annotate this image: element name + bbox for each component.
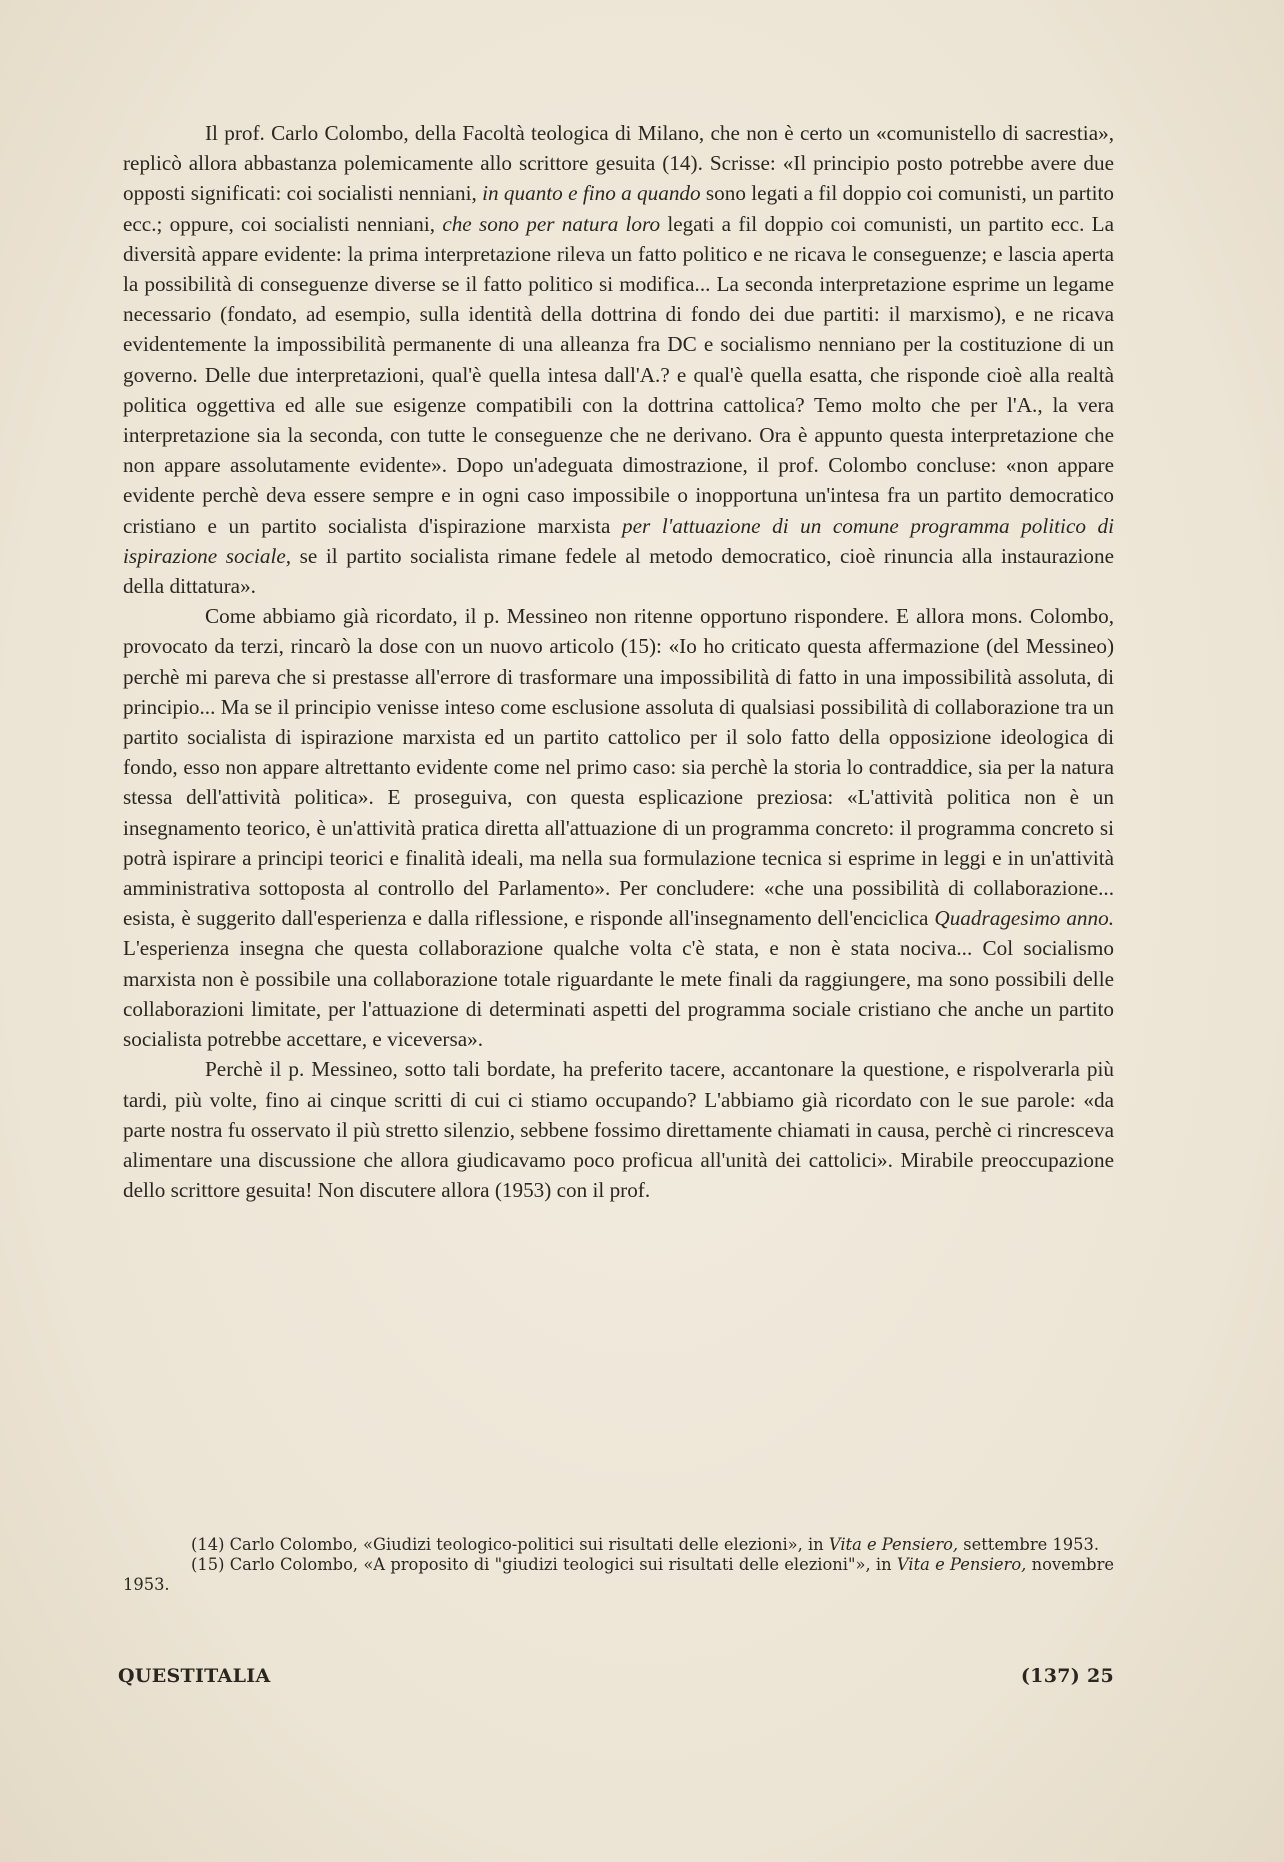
paragraph-1 — [123, 118, 1114, 601]
text-run: Come abbiamo già ricordato, il p. Messineo non ritenne opportuno rispondere. E allora mons. Colombo, provocato da terzi, rincarò la dose con un nuovo articolo (15): «Io ho criticato questa affermazione (del Messineo) perchè mi pareva che si prestasse all'errore di trasformare una impossibilità di fatto in una impossibilità assoluta, di principio... Ma se il principio venisse inteso come esclusione assoluta di qualsiasi possibilità di collaborazione tra un partito socialista di ispirazione marxista ed un partito cattolico per il solo fatto della opposizione ideologica di fondo, esso non appare altrettanto evidente come nel primo caso: sia perchè la storia lo contraddice, sia per la natura stessa dell'attività politica». E proseguiva, con questa esplicazione preziosa: «L'attività politica non è un insegnamento teorico, è un'attività pratica diretta all'attuazione di un programma concreto: il programma concreto si potrà ispirare a principi teorici e finalità ideali, ma nella sua formulazione tecnica si esprime in leggi e in un'attività amministrativa sottoposta al controllo del Parlamento». Per concludere: «che una possibilità di collaborazione... esista, è suggerito dall'esperienza e dalla riflessione, e risponde all'insegnamento dell'enciclica — [123, 604, 1114, 931]
italic-run: che sono per natura loro — [442, 211, 661, 236]
italic-run: in quanto e fino a quando — [482, 181, 701, 206]
text-run: sono legati a fil doppio coi comunisti, un partito ecc.; oppure, coi socialisti nenniani, — [123, 181, 1114, 236]
text-run: settembre 1953. — [958, 1535, 1100, 1554]
footnote-15 — [123, 1555, 1114, 1595]
body-text — [123, 118, 1114, 1205]
text-run: legati a fil doppio coi comunisti, un partito ecc. La diversità appare evidente: la prima interpretazione rileva un fatto politico e ne ricava le conseguenze; e lascia aperta la possibilità di conseguenze diverse se il fatto politico si modifica... La seconda interpretazione esprime un legame necessario (fondato, ad esempio, sulla identità della dottrina di fondo dei due partiti: il marxismo), e ne ricava evidentemente la impossibilità permanente di una alleanza fra DC e socialismo nenniano per la costituzione di un governo. Delle due interpretazioni, qual'è quella intesa dall'A.? e qual'è quella esatta, che risponde cioè alla realtà politica oggettiva ed alle sue esigenze compatibili con la dottrina cattolica? Temo molto che per l'A., la vera interpretazione sia la seconda, con tutte le conseguenze che ne derivano. Ora è appunto questa interpretazione che non appare assolutamente evidente». Dopo un'adeguata dimostrazione, il prof. Colombo concluse: «non appare evidente perchè deva essere sempre e in ogni caso impossibile o inopportuna un'intesa fra un partito democratico cristiano e un partito socialista d'ispirazione marxista — [123, 211, 1114, 538]
text-run: L'esperienza insegna che questa collaborazione qualche volta c'è stata, e non è stata nociva... Col socialismo marxista non è possibile una collaborazione totale riguardante le mete finali da raggiungere, ma sono possibili delle collaborazioni limitate, per l'attuazione di determinati aspetti del programma sociale cristiano che anche un partito socialista potrebbe accettare, e viceversa». — [123, 936, 1114, 1052]
text-run: se il partito socialista rimane fedele al metodo democratico, cioè rinuncia alla instaurazione della dittatura». — [123, 543, 1114, 599]
text-run: Perchè il p. Messineo, sotto tali bordate, ha preferito tacere, accantonare la questione, e rispolverarla più tardi, più volte, fino ai cinque scritti di cui ci stiamo occupando? L'abbiamo già ricordato con le sue parole: «da parte nostra fu osservato il più stretto silenzio, sebbene fossimo direttamente chiamati in causa, perchè ci rincresceva alimentare una discussione che allora giudicavamo poco proficua all'unità dei cattolici». Mirabile preoccupazione dello scrittore gesuita! Non discutere allora (1953) con il prof. — [123, 1057, 1114, 1203]
italic-run: Vita e Pensiero, — [828, 1535, 959, 1554]
italic-run: per l'attuazione di un comune programma politico di ispirazione sociale, — [123, 513, 1114, 568]
paragraph-3 — [123, 1054, 1114, 1205]
page-number: (137) 25 — [1020, 1665, 1114, 1687]
text-run: Il prof. Carlo Colombo, della Facoltà teologica di Milano, che non è certo un «comunistello di sacrestia», replicò allora abbastanza polemicamente allo scrittore gesuita (14). Scrisse: «Il principio posto potrebbe avere due opposti significati: coi socialisti nenniani, — [123, 121, 1114, 206]
footnotes — [123, 1535, 1114, 1595]
paragraph-2 — [123, 601, 1114, 1054]
text-run: novembre 1953. — [123, 1555, 1115, 1594]
text-run: (14) Carlo Colombo, «Giudizi teologico-politici sui risultati delle elezioni», in — [191, 1535, 829, 1554]
text-run: (15) Carlo Colombo, «A proposito di "giudizi teologici sui risultati delle elezioni"», in — [191, 1555, 897, 1574]
italic-run: Quadragesimo anno. — [934, 906, 1115, 931]
footnote-14 — [123, 1535, 1114, 1555]
journal-name: QUESTITALIA — [118, 1665, 271, 1687]
italic-run: Vita e Pensiero, — [896, 1555, 1027, 1574]
